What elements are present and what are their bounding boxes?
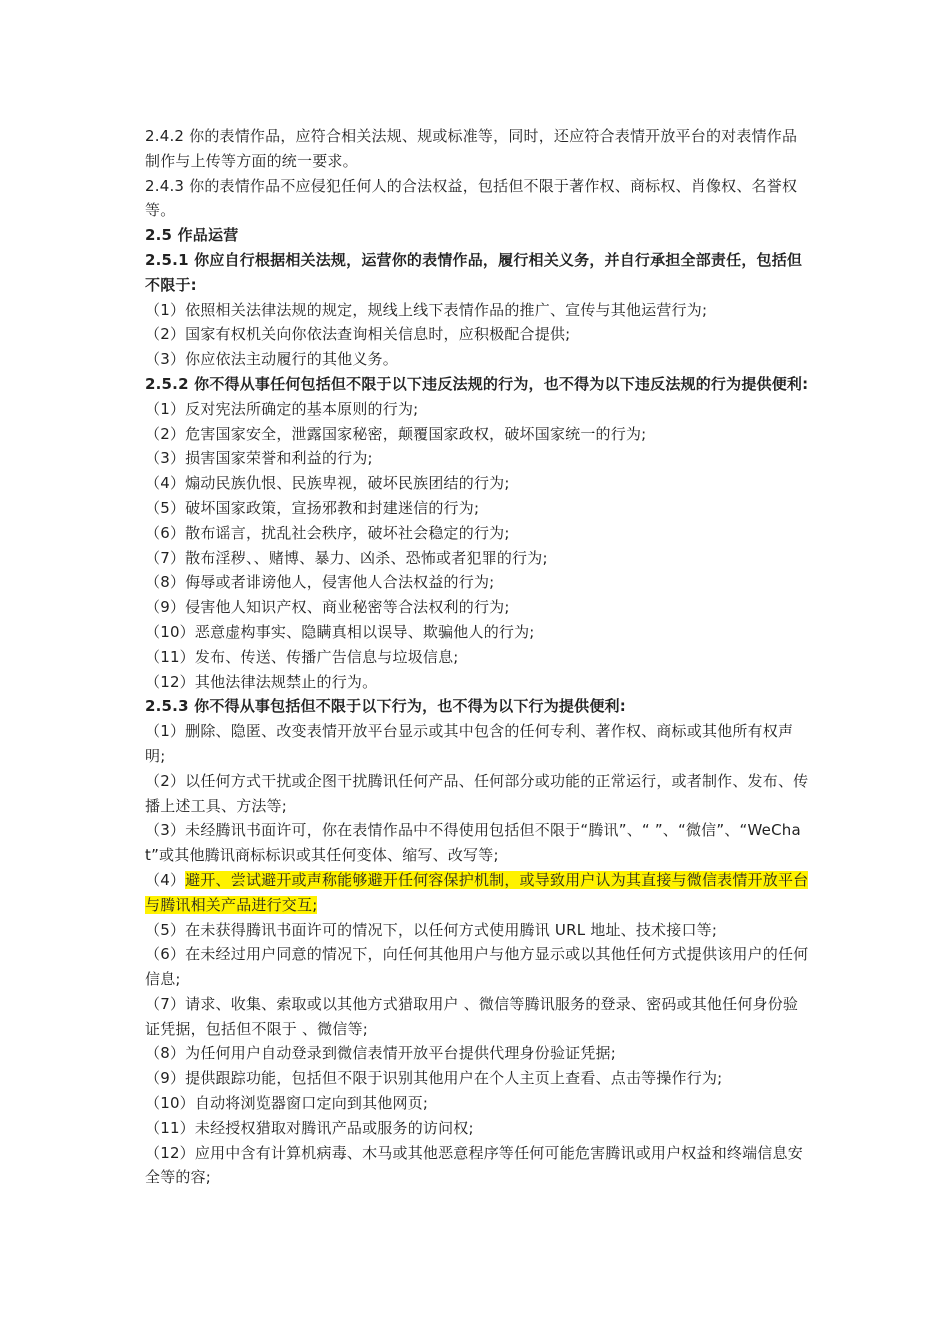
- document-page: [145, 124, 810, 1190]
- list-item-2-5-3-1: （1）删除、隐匿、改变表情开放平台显示或其中包含的任何专利、著作权、商标或其他所有权声明;: [145, 722, 794, 765]
- list-item-2-5-2-3: （3）损害国家荣誉和利益的行为;: [145, 449, 373, 468]
- list-item-2-5-2-8: （8）侮辱或者诽谤他人，侵害他人合法权益的行为;: [145, 573, 495, 592]
- list-item-2-5-3-9: （9）提供跟踪功能，包括但不限于识别其他用户在个人主页上查看、点击等操作行为;: [145, 1069, 723, 1088]
- list-item-2-5-2-6: （6）散布谣言，扰乱社会秩序，破坏社会稳定的行为;: [145, 523, 510, 542]
- list-item-2-5-2-10: （10）恶意虚构事实、隐瞒真相以误导、欺骗他人的行为;: [145, 622, 535, 641]
- list-item-2-5-3-8: （8）为任何用户自动登录到微信表情开放平台提供代理身份验证凭据;: [145, 1044, 617, 1063]
- list-item-2-5-1-3: （3）你应依法主动履行的其他义务。: [145, 350, 398, 369]
- list-item-2-5-1-1: （1）依照相关法律法规的规定，规线上线下表情作品的推广、宣传与其他运营行为;: [145, 300, 708, 319]
- list-item-2-5-3-10: （10）自动将浏览器窗口定向到其他网页;: [145, 1094, 429, 1113]
- list-item-2-5-3-5: （5）在未获得腾讯书面许可的情况下，以任何方式使用腾讯 URL 地址、技术接口等;: [145, 920, 718, 939]
- list-item-2-5-3-3: （3）未经腾讯书面许可，你在表情作品中不得使用包括但不限于“腾讯”、“ ”、“微信”、“WeChat”或其他腾讯商标标识或其任何变体、缩写、改写等;: [145, 821, 801, 865]
- list-item-2-5-2-9: （9）侵害他人知识产权、商业秘密等合法权利的行为;: [145, 598, 510, 617]
- list-item-2-5-1-2: （2）国家有权机关向你依法查询相关信息时，应积极配合提供;: [145, 325, 571, 344]
- paragraph-2-4-3: 2.4.3 你的表情作品不应侵犯任何人的合法权益，包括但不限于著作权、商标权、肖像权、名誉权等。: [145, 176, 798, 220]
- list-item-2-5-2-7: （7）散布淫秽、、赌博、暴力、凶杀、恐怖或者犯罪的行为;: [145, 548, 548, 567]
- list-item-2-5-2-2: （2）危害国家安全，泄露国家秘密，颠覆国家政权，破坏国家统一的行为;: [145, 424, 647, 443]
- list-item-2-5-3-12: （12）应用中含有计算机病毒、木马或其他恶意程序等任何可能危害腾讯或用户权益和终端信息安全等的容;: [145, 1143, 803, 1187]
- highlighted-text: 避开、尝试避开或声称能够避开任何容保护机制，或导致用户认为其直接与微信表情开放平台与腾讯相关产品进行交互;: [145, 870, 809, 914]
- list-item-2-5-3-6: （6）在未经过用户同意的情况下，向任何其他用户与他方显示或以其他任何方式提供该用户的任何信息;: [145, 945, 809, 989]
- list-item-2-5-3-7: （7）请求、收集、索取或以其他方式猎取用户 、微信等腾讯服务的登录、密码或其他任何身份验证凭据，包括但不限于 、微信等;: [145, 994, 799, 1038]
- list-item-number: （4）: [145, 870, 186, 889]
- list-item-2-5-3-11: （11）未经授权猎取对腾讯产品或服务的访问权;: [145, 1118, 474, 1137]
- clause-heading-2-5-2: 2.5.2 你不得从事任何包括但不限于以下违反法规的行为，也不得为以下违反法规的行为提供便利:: [145, 374, 809, 393]
- clause-heading-2-5-1: 2.5.1 你应自行根据相关法规，运营你的表情作品，履行相关义务，并自行承担全部责任，包括但不限于:: [145, 250, 803, 294]
- section-heading-2-5: 2.5 作品运营: [145, 226, 239, 245]
- list-item-2-5-2-11: （11）发布、传送、传播广告信息与垃圾信息;: [145, 647, 459, 666]
- clause-heading-2-5-3: 2.5.3 你不得从事包括但不限于以下行为，也不得为以下行为提供便利:: [145, 697, 626, 716]
- list-item-2-5-2-1: （1）反对宪法所确定的基本原则的行为;: [145, 399, 419, 418]
- list-item-2-5-2-4: （4）煽动民族仇恨、民族卑视，破坏民族团结的行为;: [145, 474, 510, 493]
- paragraph-2-4-2: 2.4.2 你的表情作品，应符合相关法规、规或标准等，同时，还应符合表情开放平台的对表情作品制作与上传等方面的统一要求。: [145, 127, 798, 170]
- list-item-2-5-3-2: （2）以任何方式干扰或企图干扰腾讯任何产品、任何部分或功能的正常运行，或者制作、发布、传播上述工具、方法等;: [145, 771, 809, 815]
- list-item-2-5-2-12: （12）其他法律法规禁止的行为。: [145, 672, 378, 691]
- list-item-2-5-2-5: （5）破坏国家政策，宣扬邪教和封建迷信的行为;: [145, 498, 480, 517]
- list-item-2-5-3-4: [145, 868, 810, 918]
